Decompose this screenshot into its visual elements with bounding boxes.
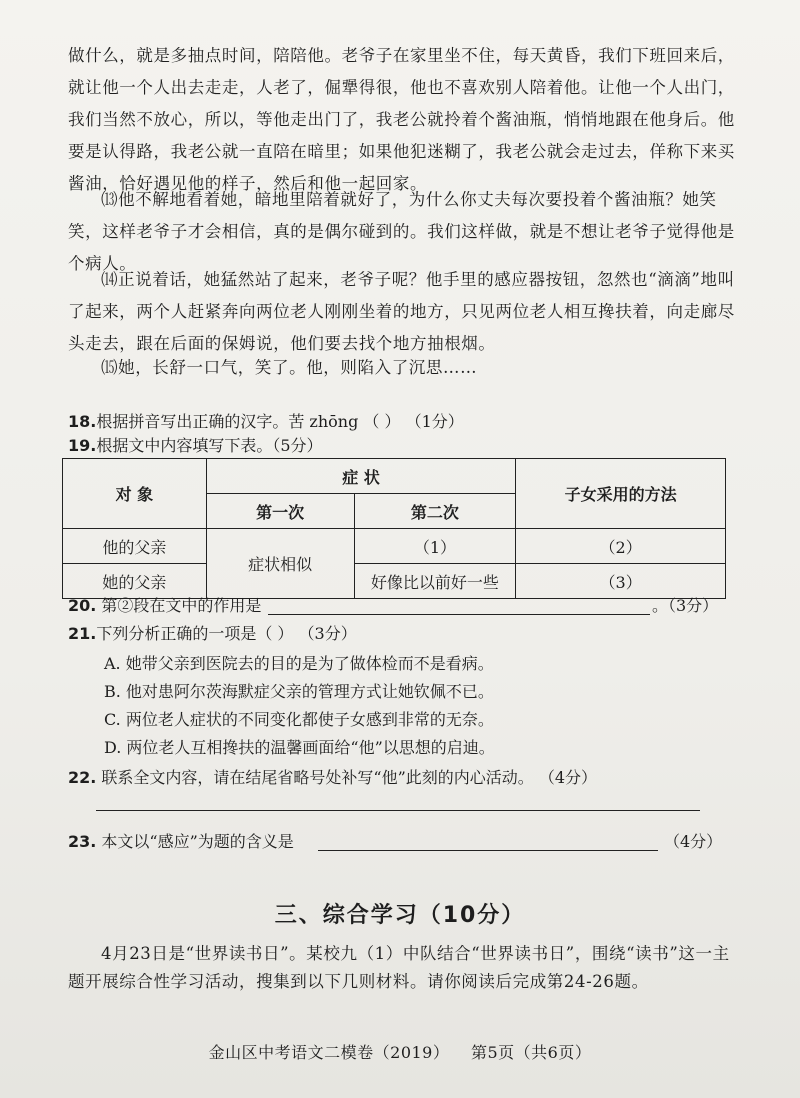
question-20: [68, 594, 261, 618]
question-22: [68, 766, 597, 790]
cell-his-father: 他的父亲: [63, 529, 207, 564]
passage-paragraph-intro: 做什么，就是多抽点时间，陪陪他。老爷子在家里坐不住，每天黄昏，我们下班回来后，就让他一个人出去走走，人老了，倔犟得很，他也不喜欢别人陪着他。让他一个人出门，我们当然不放心，所以，等他走出门了，我老公就拎着个酱油瓶，悄悄地跟在他身后。他要是认得路，我老公就一直陪在暗里；如果他犯迷糊了，我老公就会走过去，佯称下来买酱油，恰好遇见他的样子，然后和他一起回家。: [68, 46, 735, 193]
blank-3[interactable]: （3）: [516, 564, 726, 599]
page-footer: [0, 1040, 800, 1063]
question-number: 23.: [68, 832, 97, 851]
header-symptom: 症 状: [206, 459, 516, 494]
question-20-score: 。（3分）: [652, 596, 719, 615]
passage-paragraph-14: ⒁正说着话，她猛然站了起来，老爷子呢？他手里的感应器按钮，忽然也“滴滴”地叫了起来，两个人赶紧奔向两位老人刚刚坐着的地方，只见两位老人相互搀扶着，向走廊尽头走去，跟在后面的保姆说，他们要去找个地方抽根烟。: [68, 270, 735, 353]
question-19: [68, 434, 323, 458]
option-b[interactable]: B. 他对患阿尔茨海默症父亲的管理方式让她钦佩不已。: [104, 682, 494, 701]
header-object: 对 象: [63, 459, 207, 529]
answer-table: [62, 458, 726, 599]
cell-shared-first: 症状相似: [206, 529, 354, 599]
exam-name: 金山区中考语文二模卷（2019）: [208, 1043, 450, 1062]
question-number: 19.: [68, 436, 97, 455]
question-text: 根据拼音写出正确的汉字。苦 zhōng （ ） （1分）: [96, 412, 464, 431]
question-number: 20.: [68, 596, 97, 615]
question-number: 21.: [68, 624, 97, 643]
question-text: 联系全文内容，请在结尾省略号处补写“他”此刻的内心活动。 （4分）: [96, 768, 598, 787]
blank-1[interactable]: （1）: [354, 529, 516, 564]
cell-better-than-before: 好像比以前好一些: [354, 564, 516, 599]
option-c[interactable]: C. 两位老人症状的不同变化都使子女感到非常的无奈。: [104, 710, 494, 729]
answer-line-20[interactable]: [268, 614, 650, 615]
question-23-score: （4分）: [664, 832, 723, 851]
question-21: [68, 622, 357, 646]
cell-her-father: 她的父亲: [63, 564, 207, 599]
question-18: [68, 410, 464, 434]
question-text: 下列分析正确的一项是（ ） （3分）: [96, 624, 357, 643]
option-a[interactable]: A. 她带父亲到医院去的目的是为了做体检而不是看病。: [104, 654, 494, 673]
section-3-intro: 4月23日是“世界读书日”。某校九（1）中队结合“世界读书日”，围绕“读书”这一主题开展综合性学习活动，搜集到以下几则材料。请你阅读后完成第24-26题。: [68, 944, 730, 991]
question-text: 本文以“感应”为题的含义是: [96, 832, 294, 851]
page-number: 第5页（共6页）: [470, 1043, 592, 1062]
question-number: 22.: [68, 768, 97, 787]
question-23: [68, 830, 294, 854]
question-text: 第②段在文中的作用是: [96, 596, 262, 615]
passage-paragraph-13: ⒀他不解地看着她，暗地里陪着就好了，为什么你丈夫每次要投着个酱油瓶？她笑笑，这样老爷子才会相信，真的是偶尔碰到的。我们这样做，就是不想让老爷子觉得他是个病人。: [68, 190, 735, 273]
header-first-time: 第一次: [206, 494, 354, 529]
section-3-title: 三、综合学习（10分）: [274, 903, 526, 928]
passage-paragraph-15: ⒂她，长舒一口气，笑了。他，则陷入了沉思……: [101, 358, 478, 377]
answer-line-23[interactable]: [318, 850, 658, 851]
blank-2[interactable]: （2）: [516, 529, 726, 564]
question-text: 根据文中内容填写下表。（5分）: [96, 436, 323, 455]
header-method: 子女采用的方法: [516, 459, 726, 529]
question-number: 18.: [68, 412, 97, 431]
option-d[interactable]: D. 两位老人互相搀扶的温馨画面给“他”以思想的启迪。: [104, 738, 495, 757]
answer-line-22[interactable]: [96, 810, 700, 811]
header-second-time: 第二次: [354, 494, 516, 529]
